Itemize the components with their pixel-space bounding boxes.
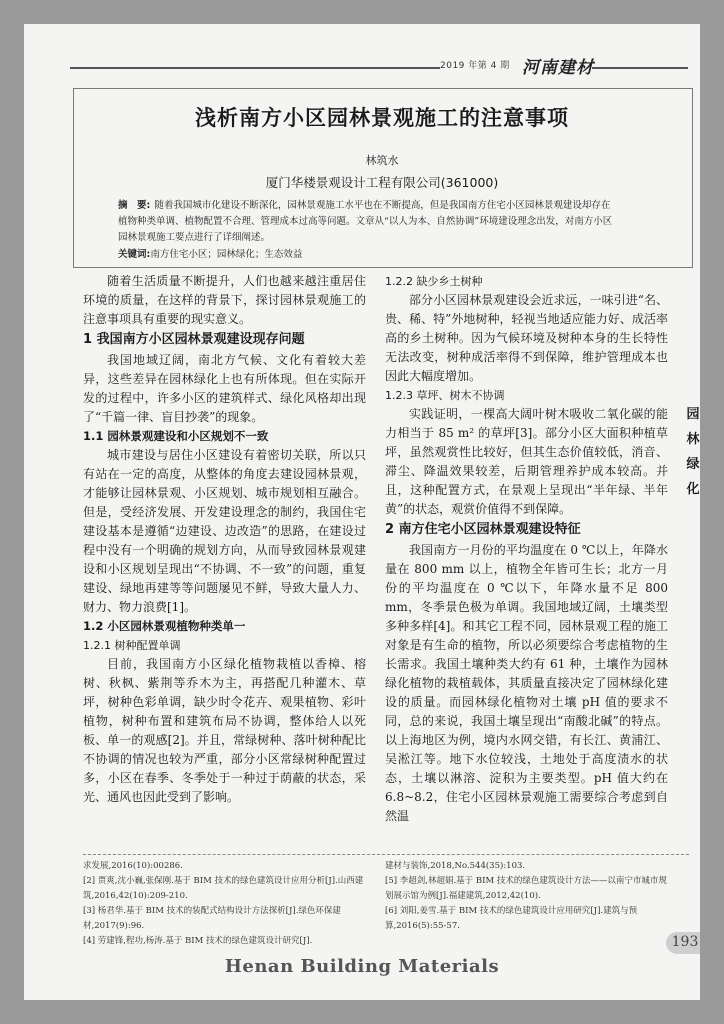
author: 林筑水 (365, 154, 399, 167)
references-right (385, 859, 675, 934)
side-char: 园 (686, 407, 700, 422)
paragraph: 随着生活质量不断提升，人们也越来越注重居住环境的质量，在这样的背景下，探讨园林景观施工的注意事项具有重要的现实意义。 (83, 274, 366, 326)
section-side-label (686, 402, 700, 502)
reference-item: 求发展,2016(10):00286. (83, 861, 183, 871)
paragraph: 我国南方一月份的平均温度在 0 ℃以上，年降水量在 800 mm 以上，植物全年皆可生长；北方一月份的平均温度在 0 ℃以下，年降水量不足 800 mm，冬季景色极为单调。我国地域辽阔，土壤类型多种多样[4]。和其它工程不同，园林景观工程的施工对象是有生命的植物，所以必须要综合考虑植物的生长需求。我国土壤种类大约有 61 种，土壤作为园林绿化植物的栽植载体，其质量直接决定了园林绿化建设的质量。而园林绿化植物对土壤 pH 值的要求不同，总的来说，我国土壤呈现出“南酸北碱”的特点。以上海地区为例，境内水网交错，有长江、黄浦江、吴淞江等。地下水位较浅，土地处于高度渍水的状态，土壤以淋溶、淀积为主要类型。pH 值大约在 6.8~8.2，住宅小区园林景观施工需要综合考虑到自然温 (385, 543, 668, 823)
section-heading: 1.2 小区园林景观植物种类单一 (83, 619, 246, 633)
paragraph: 部分小区园林景观建设会近求远，一味引进“名、贵、稀、特”外地树种，轻视当地适应能力好、成活率高的乡土树种。因为气候环境及树种本身的生长特性无法改变，树种成活率得不到保障，维护管理成本也因此大幅度增加。 (385, 293, 668, 383)
references-separator (83, 854, 689, 855)
paragraph: 我国地域辽阔，南北方气候、文化有着较大差异，这些差异在园林绿化上也有所体现。但在实际开发的过程中，许多小区的建筑样式、绿化风格却出现了“千篇一律、盲目抄袭”的现象。 (83, 353, 366, 424)
side-char: 林 (686, 432, 700, 447)
article-title: 浅析南方小区园林景观施工的注意事项 (195, 106, 569, 130)
abstract-label: 摘 要: (118, 200, 151, 211)
section-heading: 1.1 园林景观建设和小区规划不一致 (83, 429, 269, 443)
paragraph: 城市建设与居住小区建设有着密切关联，所以只有站在一定的高度，从整体的角度去建设园林景观，才能够让园林景观、小区规划、城市规划相互融合。但是，受经济发展、开发建设理念的制约，我国住宅建设基本是遵循“边建设、边改造”的思路，在建设过程中没有一个明确的规划方向，从而导致园林景观建设和小区规划呈现出“不协调、不一致”的问题，重复建设、绿地再建等等问题屡见不鲜，导致大量人力、财力、物力浪费[1]。 (83, 448, 366, 614)
abstract (118, 198, 618, 246)
section-heading: 1.2.2 缺少乡土树种 (385, 275, 483, 288)
body-column-left (83, 272, 366, 807)
journal-name: 河南建材 (522, 58, 594, 78)
paragraph: 实践证明，一棵高大阔叶树木吸收二氧化碳的能力相当于 85 m² 的草坪[3]。部分小区大面积种植草坪，虽然观赏性比较好，但其生态价值较低，消音、滞尘、降温效果较差，后期管理养护成本较高。并且，这种配置方式，在景观上呈现出“半年绿、半年黄”的状态，观赏价值得不到保障。 (385, 407, 668, 516)
section-heading: 2 南方住宅小区园林景观建设特征 (385, 522, 581, 537)
keywords (118, 248, 618, 262)
section-heading: 1.2.3 草坪、树木不协调 (385, 389, 505, 402)
reference-item: [6] 刘阳,姜雪.基于 BIM 技术的绿色建筑设计应用研究[J].建筑与预算,2016(5):55-57. (385, 906, 638, 931)
journal-issue: 2019 年第 4 期 (440, 61, 510, 71)
side-char: 化 (686, 482, 700, 497)
reference-item: [5] 李超剑,林超娟.基于 BIM 技术的绿色建筑设计方法——以南宁市城市规划展示馆为例[J].福建建筑,2012,42(10). (385, 876, 667, 901)
side-char: 绿 (686, 457, 700, 472)
keywords-text: 南方住宅小区；园林绿化；生态效益 (150, 249, 303, 260)
header-rule (70, 67, 440, 69)
reference-item: 建材与装饰,2018,No.544(35):103. (385, 861, 526, 871)
reference-item: [2] 贾爽,沈小巍,张保刚.基于 BIM 技术的绿色建筑设计应用分析[J].山西建筑,2016,42(10):209-210. (83, 876, 364, 901)
header-rule-right (592, 67, 688, 69)
keywords-label: 关键词: (118, 249, 151, 260)
references-left (83, 859, 373, 949)
abstract-text: 随着我国城市化建设不断深化，园林景观施工水平也在不断提高，但是我国南方住宅小区园林景观建设却存在植物种类单调、植物配置不合理、管理成本过高等问题。文章从“以人为本、自然协调”环境建设理念出发，对南方小区园林景观施工要点进行了详细阐述。 (118, 200, 613, 243)
journal-footer: Henan Building Materials (224, 956, 500, 977)
section-heading: 1 我国南方小区园林景观建设现存问题 (83, 332, 305, 347)
reference-item: [3] 杨君华.基于 BIM 技术的装配式结构设计方法探析[J].绿色环保建材,2017(9):96. (83, 906, 341, 931)
page-number: 193 (671, 934, 699, 950)
reference-item: [4] 劳建锋,程功,杨涛.基于 BIM 技术的绿色建筑设计研究[J]. (83, 936, 313, 946)
body-column-right (385, 272, 668, 826)
section-heading: 1.2.1 树种配置单调 (83, 639, 181, 652)
paragraph: 目前，我国南方小区绿化植物栽植以香樟、榕树、秋枫、紫荆等乔木为主，再搭配几种灌木、草坪，树种色彩单调，缺少时令花卉、观果植物、彩叶植物，树种布置和建筑布局不协调，整体给人以死板、单一的观感[2]。并且，常绿树种、落叶树种配比不协调的情况也较为严重，部分小区常绿树种配置过多，小区在春季、冬季处于一种过于荫蔽的状态，采光、通风也因此受到了影响。 (83, 657, 366, 804)
affiliation: 厦门华楼景观设计工程有限公司(361000) (265, 175, 499, 190)
